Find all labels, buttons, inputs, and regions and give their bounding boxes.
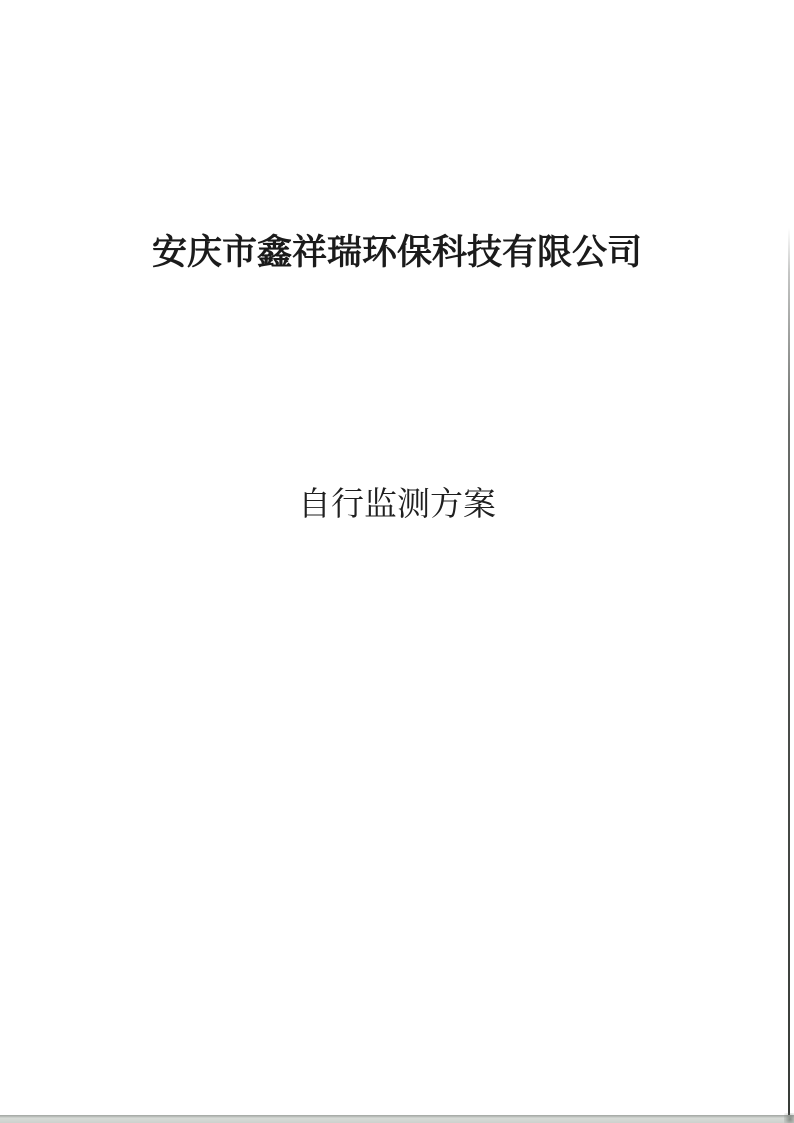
scan-page-edge-bottom [0, 1115, 794, 1123]
scan-page-edge-right [788, 228, 790, 1118]
scan-page-corner-bottom-right [784, 1113, 794, 1123]
company-name-heading: 安庆市鑫祥瑞环保科技有限公司 [151, 233, 642, 272]
document-title-heading: 自行监测方案 [298, 487, 496, 523]
